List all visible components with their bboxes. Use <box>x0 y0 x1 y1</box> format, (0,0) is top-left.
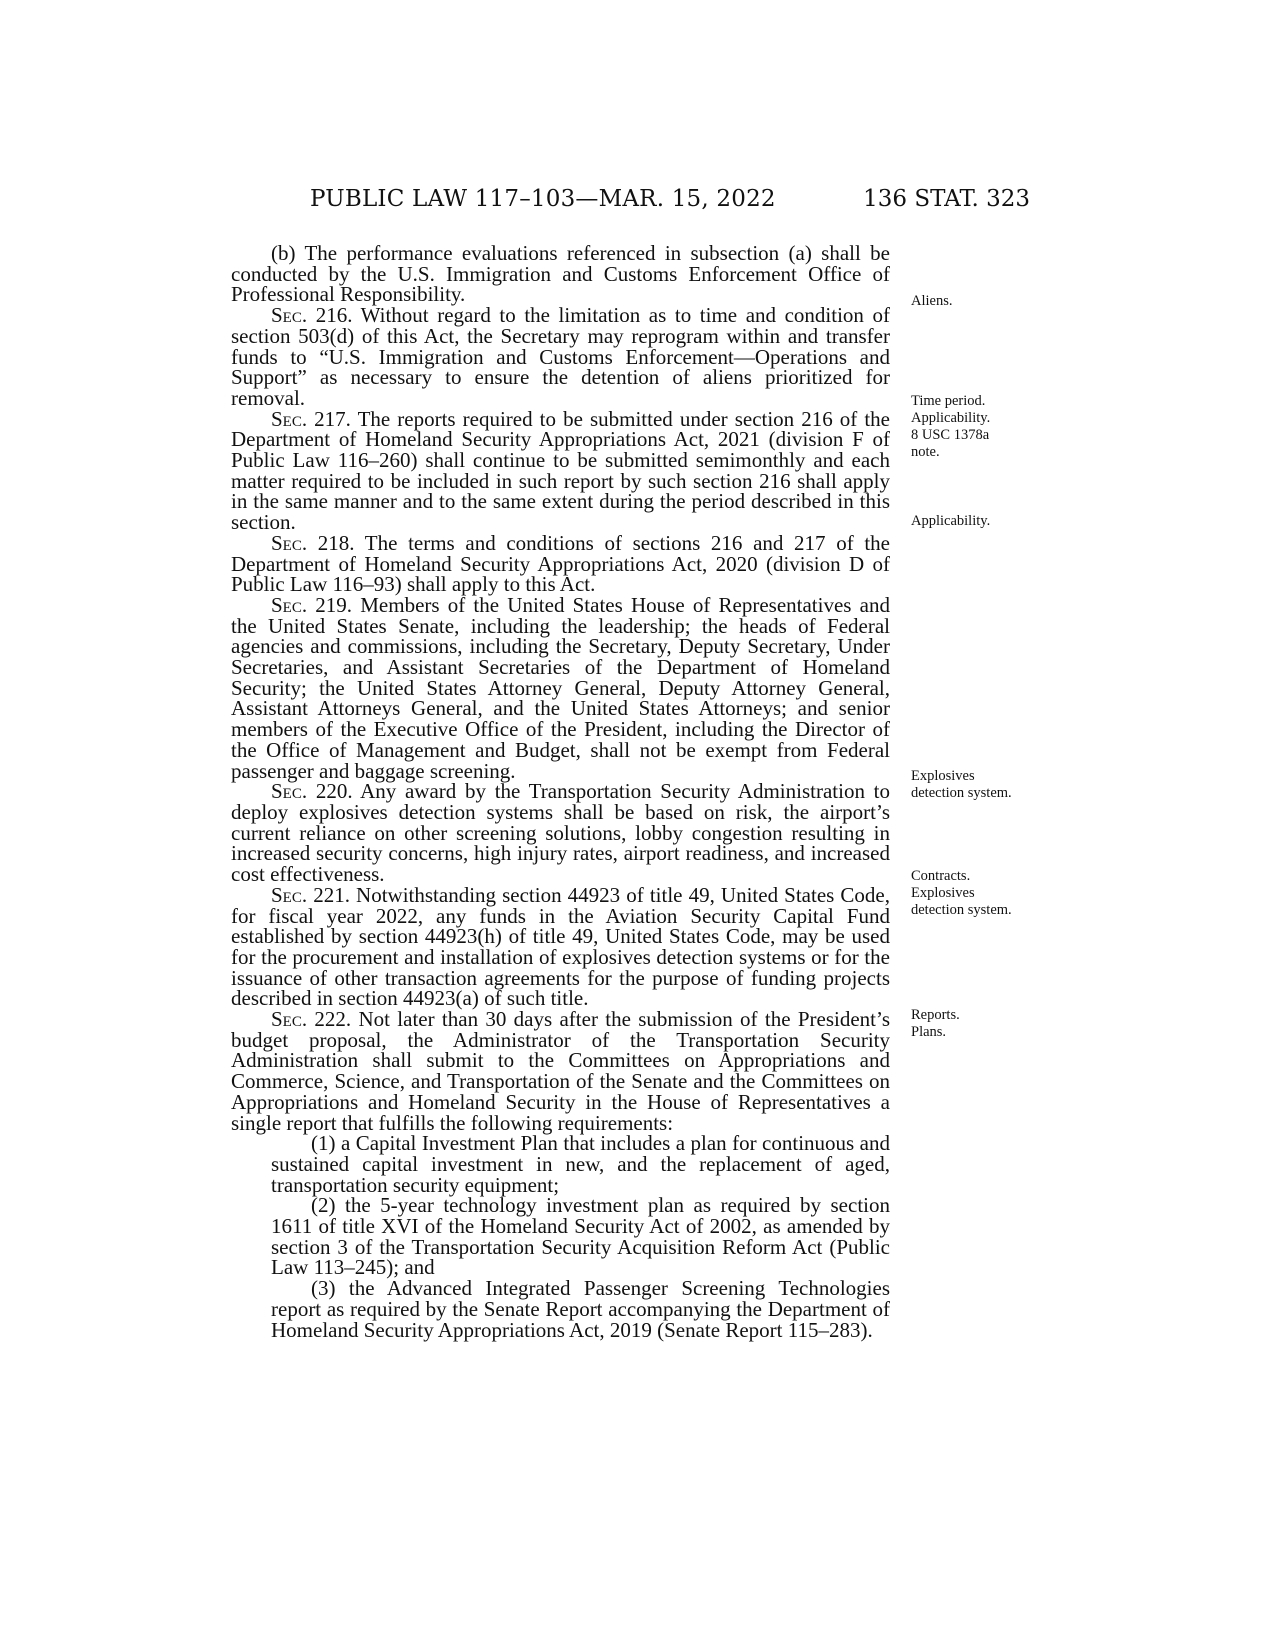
sec-label: Sec. <box>271 406 308 431</box>
section-217 <box>231 406 890 535</box>
sec-label: Sec. <box>271 303 308 328</box>
sec-label: Sec. <box>271 882 308 907</box>
paragraph-1: (1) a Capital Investment Plan that includes a plan for continuous and sustained capital investment in new, and the replacement of aged, transportation security equipment; <box>271 1131 890 1197</box>
subsection-b: (b) The performance evaluations referenced in subsection (a) shall be conducted by the U.S. Immigration and Customs Enforcement Office of Professional Responsibility. <box>231 241 890 307</box>
section-216-text: 216. Without regard to the limitation as to time and condition of section 503(d) of this Act, the Secretary may reprogram within and transfer funds to “U.S. Immigration and Customs Enforcement—Operations and Support” as necessary to ensure the detention of aliens prioritized for removal. <box>231 303 890 410</box>
section-220 <box>231 781 890 885</box>
paragraph-2: (2) the 5-year technology investment plan as required by section 1611 of title XVI of the Homeland Security Act of 2002, as amended by section 3 of the Transportation Security Acquisition Reform Act (Public Law 113–245); and <box>271 1193 890 1280</box>
sec-label: Sec. <box>271 530 308 555</box>
sec-label: Sec. <box>271 779 308 804</box>
sec-label: Sec. <box>271 592 308 617</box>
margin-note-sec218: Applicability. <box>911 513 991 529</box>
margin-note-sec221: Contracts. Explosives detection system. <box>911 868 1012 918</box>
section-216 <box>231 305 890 409</box>
running-head-title: PUBLIC LAW 117–103—MAR. 15, 2022 <box>310 186 776 212</box>
section-218-text: 218. The terms and conditions of sections 216 and 217 of the Department of Homeland Security Appropriations Act, 2020 (division D of Public Law 116–93) shall apply to this Act. <box>231 530 890 597</box>
margin-note-sec217: Time period. Applicability. 8 USC 1378a note. <box>911 393 991 460</box>
section-217-text: 217. The reports required to be submitted under section 216 of the Department of Homeland Security Appropriations Act, 2021 (division F of Public Law 116–260) shall continue to be submitted semimonthly and each matter required to be included in such report by such section 216 shall apply in the same manner and to the same extent during the period described in this section. <box>231 406 890 535</box>
section-221 <box>231 882 890 1011</box>
section-219 <box>231 592 890 783</box>
margin-note-sec220: Explosives detection system. <box>911 768 1012 801</box>
section-221-text: 221. Notwithstanding section 44923 of title 49, United States Code, for fiscal year 2022, any funds in the Aviation Security Capital Fund established by section 44923(h) of title 49, United States Code, may be used for the procurement and installation of explosives detection systems or for the issuance of other transaction agreements for the purpose of funding projects described in section 44923(a) of such title. <box>231 882 890 1011</box>
margin-note-aliens: Aliens. <box>911 293 953 309</box>
page-header <box>310 186 1030 222</box>
paragraph-3: (3) the Advanced Integrated Passenger Screening Technologies report as required by the Senate Report accompanying the Department of Homeland Security Appropriations Act, 2019 (Senate Report 115–283). <box>271 1276 890 1342</box>
section-222 <box>231 1009 890 1133</box>
section-222-text: 222. Not later than 30 days after the submission of the President’s budget proposal, the Administrator of the Transportation Security Administration shall submit to the Committees on Appropriations and Commerce, Science, and Transportation of the Senate and the Committees on Appropriations and Homeland Security in the House of Representatives a single report that fulfills the following requirements: <box>231 1007 890 1135</box>
margin-note-sec222: Reports. Plans. <box>911 1007 960 1040</box>
section-219-text: 219. Members of the United States House of Representatives and the United States Senate, including the leadership; the heads of Federal agencies and commissions, including the Secretary, Deputy Secretary, Under Secretaries, and Assistant Secretaries of the Department of Homeland Security; the United States Attorney General, Deputy Attorney General, Assistant Attorneys General, and the United States Attorneys; and senior members of the Executive Office of the President, including the Director of the Office of Management and Budget, shall not be exempt from Federal passenger and baggage screening. <box>231 592 890 783</box>
section-220-text: 220. Any award by the Transportation Security Administration to deploy explosives detection systems shall be based on risk, the airport’s current reliance on other screening solutions, lobby congestion resulting in increased security concerns, high injury rates, airport readiness, and increased cost effectiveness. <box>231 779 890 887</box>
body-text <box>231 243 890 1340</box>
sec-label: Sec. <box>271 1007 308 1032</box>
section-218 <box>231 530 890 597</box>
statute-page-number: 136 STAT. 323 <box>863 186 1030 212</box>
